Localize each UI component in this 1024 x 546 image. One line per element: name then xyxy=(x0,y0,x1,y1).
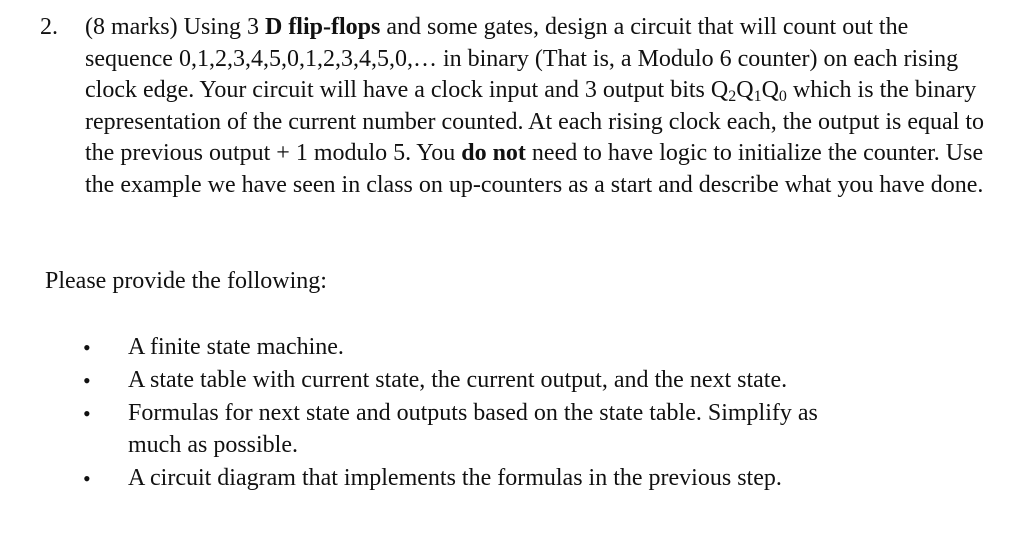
question-text-2: which is the binary representation of the current number counted. At each rising clock each, the output is equal to the previous output + 1 modulo 5. You xyxy=(85,77,985,166)
marks-text: (8 marks) Using 3 xyxy=(85,14,265,40)
question-body xyxy=(85,12,990,201)
bullet-icon: • xyxy=(83,335,91,360)
output-q2: $Q_2$ xyxy=(710,77,737,105)
question-number: 2. xyxy=(40,14,58,40)
question-paragraph xyxy=(85,12,990,201)
list-item-text: Formulas for next state and outputs based on the state table. Simplify as much as possible. xyxy=(128,400,818,458)
provide-intro: Please provide the following: xyxy=(45,268,327,294)
list-item-text: A state table with current state, the current output, and the next state. xyxy=(128,367,788,393)
bullet-icon: • xyxy=(83,401,91,426)
question-text-4: need to have logic to initialize the counter. Use the example we have seen in class on up-counters as a start and describe what you have done. xyxy=(85,140,984,198)
bullet-icon: • xyxy=(83,368,91,393)
list-item-text: A finite state machine. xyxy=(128,334,344,360)
list-item xyxy=(45,365,875,397)
output-q1: $Q_1$ xyxy=(736,77,762,105)
list-item xyxy=(45,332,875,364)
list-item xyxy=(45,463,875,495)
bold-not: not xyxy=(492,140,526,166)
output-q0: $Q_0$ xyxy=(761,77,787,105)
question-text-1: and some gates, design a circuit that will count out the sequence 0,1,2,3,4,5,0,1,2,3,4,5,0,… in binary (That is, a Modulo 6 counter) on each rising clock edge. Your circuit will have a clock input and 3 output bits xyxy=(85,14,959,103)
deliverables-list xyxy=(45,332,875,496)
bullet-icon: • xyxy=(83,465,91,491)
bold-d-flip-flops: D flip-flops xyxy=(264,14,381,40)
list-item xyxy=(45,398,875,461)
bold-do: do xyxy=(461,140,487,166)
list-item-text: A circuit diagram that implements the formulas in the previous step. xyxy=(128,464,782,491)
